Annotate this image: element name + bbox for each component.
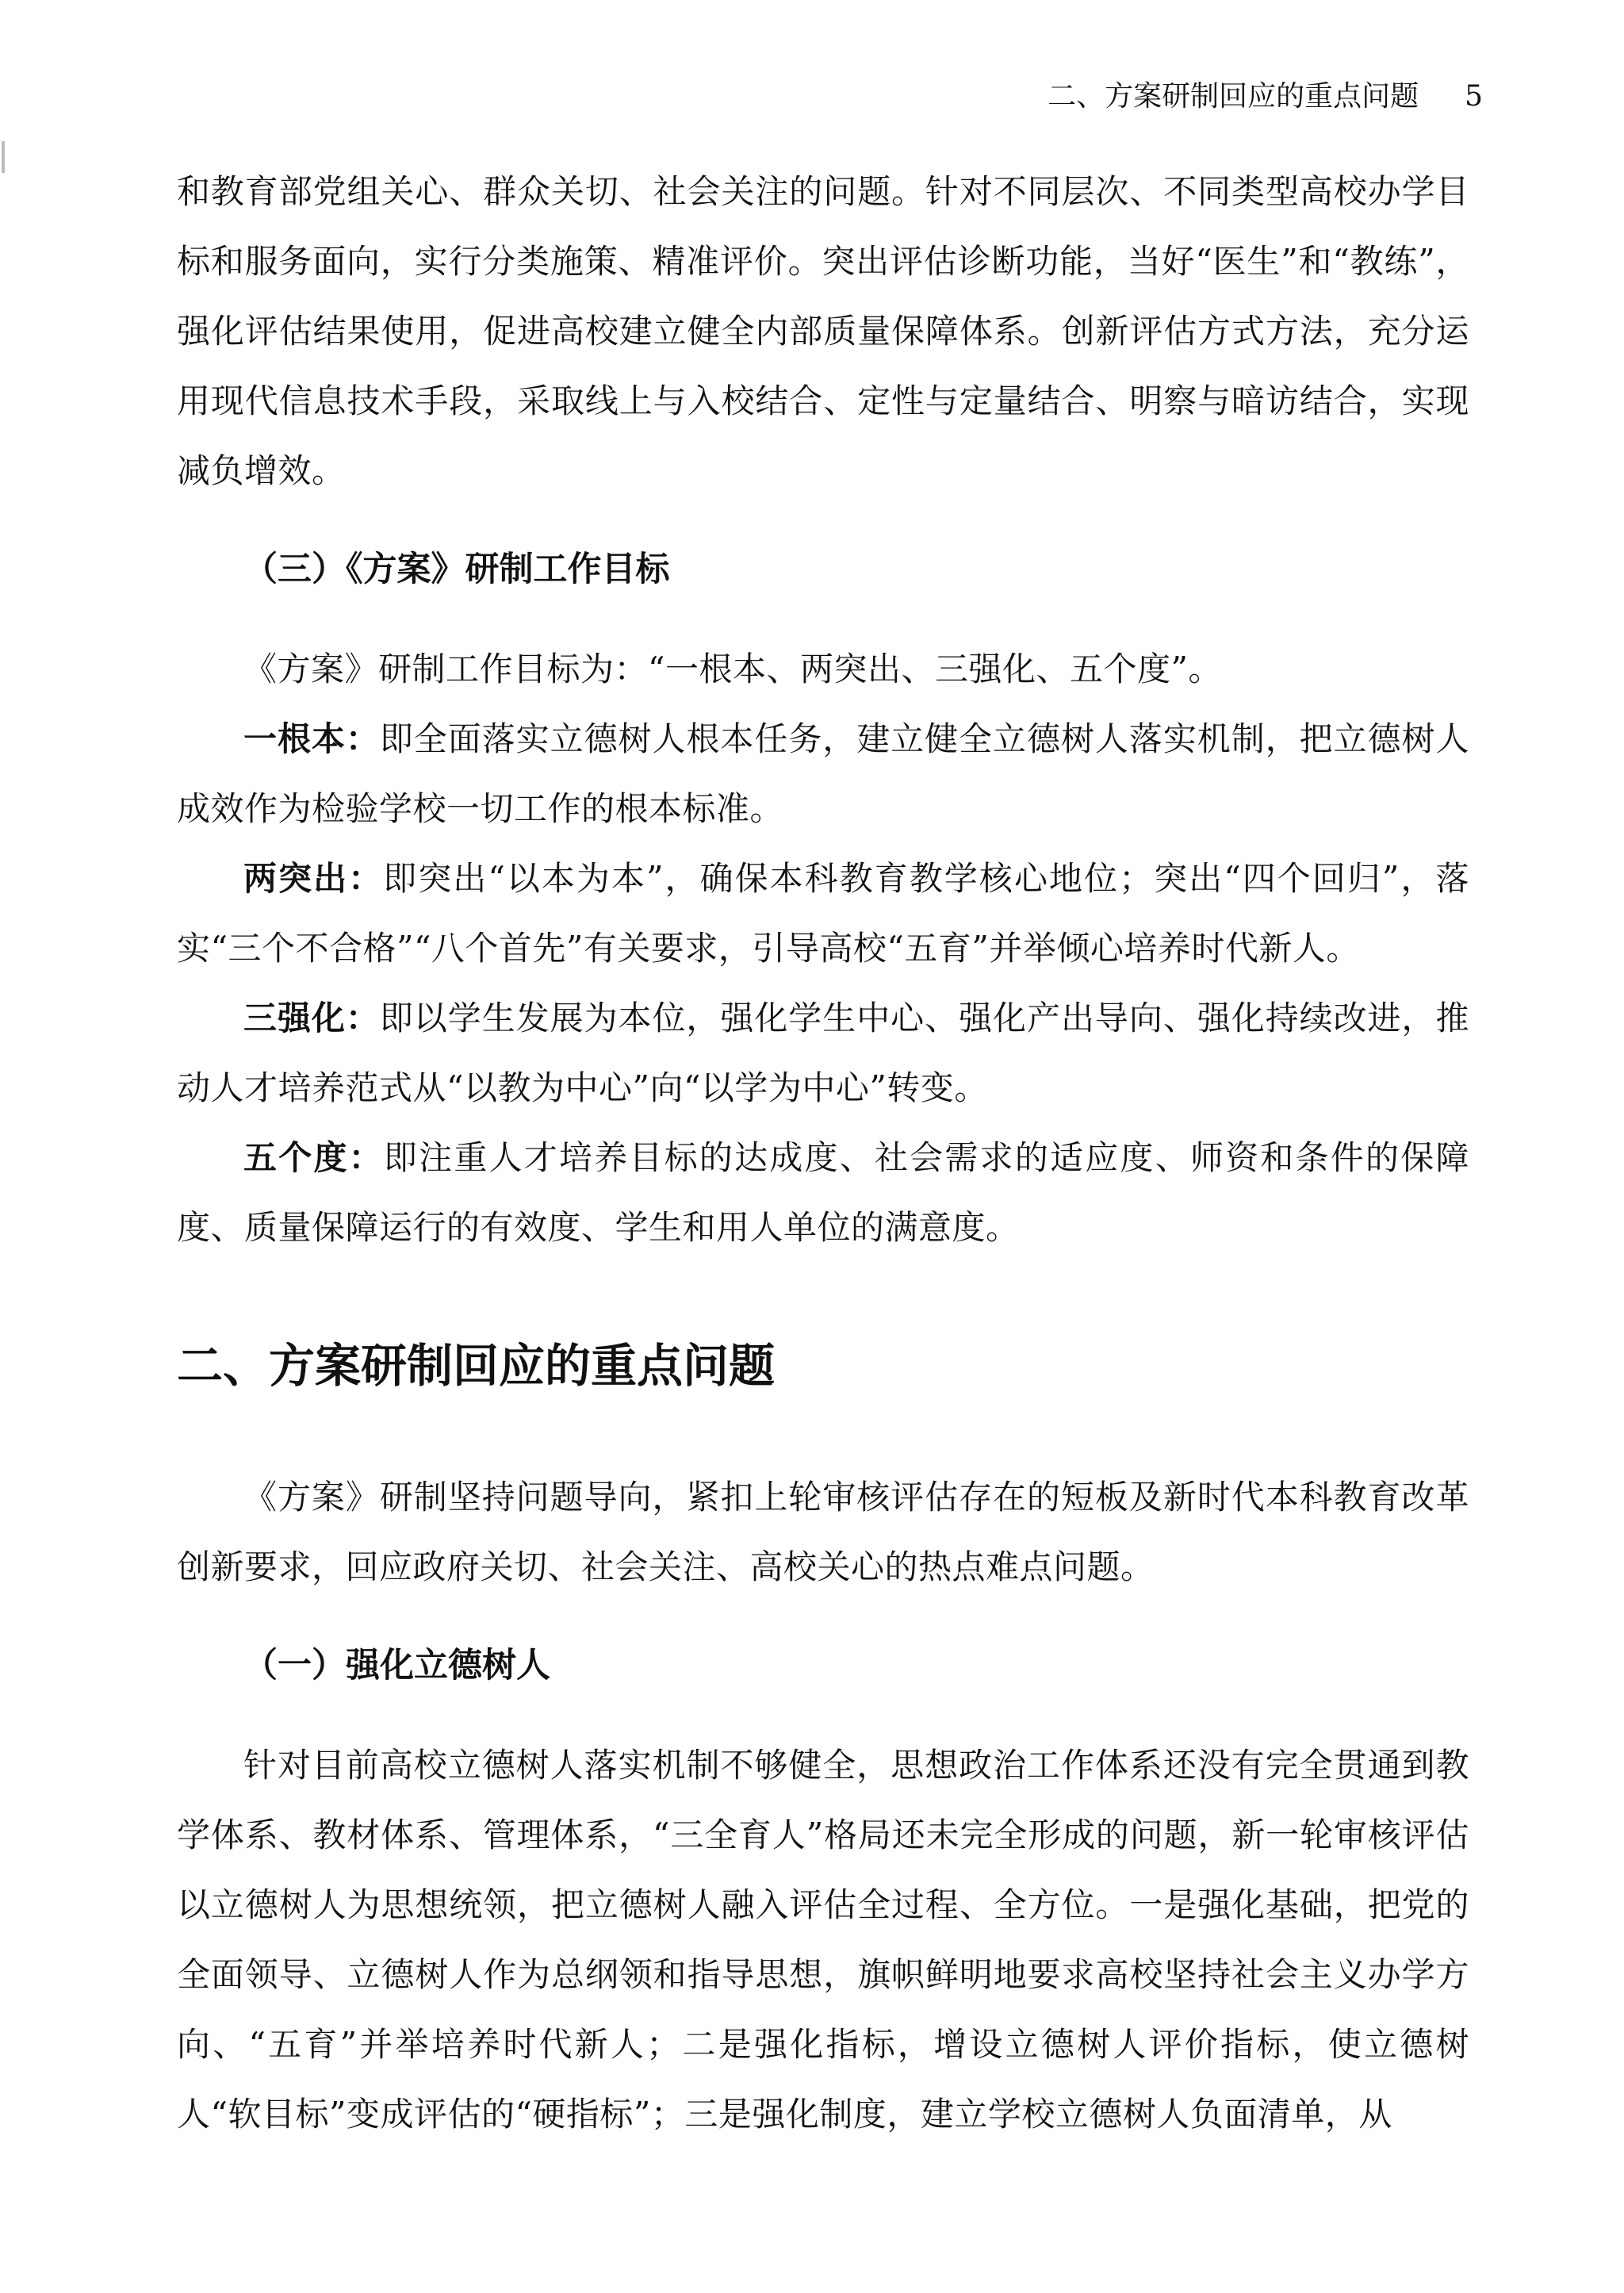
paragraph-goals-summary: 《方案》研制工作目标为：“一根本、两突出、三强化、五个度”。 [243, 650, 1222, 688]
paragraph-goal-2 [177, 844, 1469, 984]
paragraph-section-intro: 《方案》研制坚持问题导向，紧扣上轮审核评估存在的短板及新时代本科教育改革创新要求，回应政府关切、社会关注、高校关心的热点难点问题。 [177, 1478, 1469, 1586]
goal-term: 五个度： [243, 1138, 384, 1177]
running-header [1048, 78, 1483, 116]
paragraph-goal-1 [177, 704, 1469, 844]
goal-text: 即以学生发展为本位，强化学生中心、强化产出导向、强化持续改进，推动人才培养范式从“以教为中心”向“以学为中心”转变。 [177, 999, 1469, 1107]
paragraph-goal-3 [177, 984, 1469, 1123]
goal-text: 即注重人才培养目标的达成度、社会需求的适应度、师资和条件的保障度、质量保障运行的有效度、学生和用人单位的满意度。 [177, 1138, 1469, 1247]
chapter-heading: 二、方案研制回应的重点问题 [177, 1339, 776, 1393]
goal-term: 两突出： [243, 859, 384, 898]
section-heading-3-goals: （三）《方案》研制工作目标 [243, 550, 670, 589]
section-heading-1-moral-education: （一）强化立德树人 [243, 1646, 550, 1685]
goal-text: 即全面落实立德树人根本任务，建立健全立德树人落实机制，把立德树人成效作为检验学校一切工作的根本标准。 [177, 719, 1469, 828]
goal-text: 即突出“以本为本”，确保本科教育教学核心地位；突出“四个回归”，落实“三个不合格”“八个首先”有关要求，引导高校“五育”并举倾心培养时代新人。 [177, 859, 1469, 968]
scan-artifact [2, 141, 5, 173]
goal-term: 三强化： [243, 999, 380, 1037]
page-body [177, 157, 1469, 2149]
paragraph-continued: 和教育部党组关心、群众关切、社会关注的问题。针对不同层次、不同类型高校办学目标和服务面向，实行分类施策、精准评价。突出评估诊断功能，当好“医生”和“教练”，强化评估结果使用，促进高校建立健全内部质量保障体系。创新评估方式方法，充分运用现代信息技术手段，采取线上与入校结合、定性与定量结合、明察与暗访结合，实现减负增效。 [177, 172, 1469, 490]
page-number: 5 [1465, 80, 1483, 113]
paragraph-goal-4 [177, 1123, 1469, 1263]
goal-term: 一根本： [243, 719, 380, 758]
running-title: 二、方案研制回应的重点问题 [1048, 80, 1419, 113]
paragraph-moral-education: 针对目前高校立德树人落实机制不够健全，思想政治工作体系还没有完全贯通到教学体系、教材体系、管理体系，“三全育人”格局还未完全形成的问题，新一轮审核评估以立德树人为思想统领，把立德树人融入评估全过程、全方位。一是强化基础，把党的全面领导、立德树人作为总纲领和指导思想，旗帜鲜明地要求高校坚持社会主义办学方向、“五育”并举培养时代新人；二是强化指标，增设立德树人评价指标，使立德树人“软目标”变成评估的“硬指标”；三是强化制度，建立学校立德树人负面清单，从 [177, 1746, 1469, 2134]
